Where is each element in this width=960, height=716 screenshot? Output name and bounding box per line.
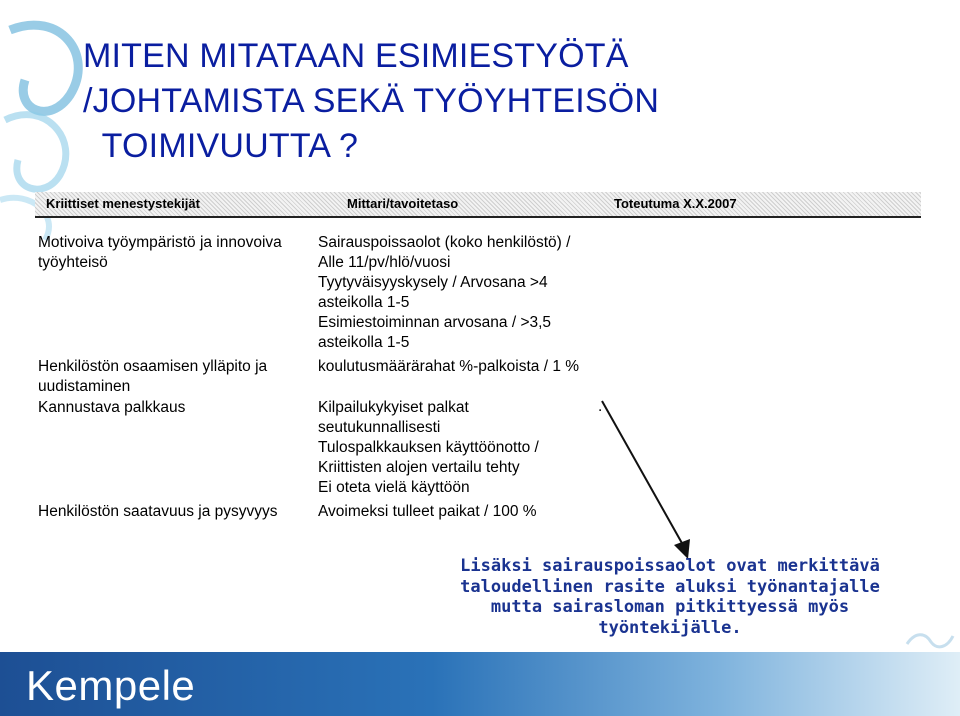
row-metric (318, 357, 579, 377)
metric-line: Ei oteta vielä käyttöön (318, 479, 470, 496)
criteria-line: Motivoiva työympäristö ja innovoiva (38, 234, 282, 251)
criteria-line: Kannustava palkkaus (38, 399, 186, 416)
title-line: /JOHTAMISTA SEKÄ TYÖYHTEISÖN (83, 82, 660, 120)
criteria-line: uudistaminen (38, 378, 131, 395)
criteria-line: Henkilöstön saatavuus ja pysyvyys (38, 503, 278, 520)
metric-line: asteikolla 1-5 (318, 334, 410, 351)
metric-line: Tulospalkkauksen käyttöönotto / (318, 439, 539, 456)
kempele-logo: Kempele (26, 662, 196, 709)
criteria-line: Henkilöstön osaamisen ylläpito ja (38, 358, 268, 375)
title-line: MITEN MITATAAN ESIMIESTYÖTÄ (83, 37, 629, 75)
note-line: taloudellinen rasite aluksi työnantajalle (460, 576, 880, 597)
note-text (445, 556, 895, 638)
note-line: mutta sairasloman pitkittyessä myös (490, 597, 850, 617)
status-value: . (598, 398, 603, 415)
metric-line: Alle 11/pv/hlö/vuosi (318, 254, 451, 271)
pointer-arrow-icon (570, 395, 700, 565)
metric-line: Avoimeksi tulleet paikat / 100 % (318, 503, 537, 520)
row-criteria (38, 357, 267, 397)
note-line: työntekijälle. (598, 617, 742, 638)
criteria-line: työyhteisö (38, 254, 108, 271)
row-criteria (38, 233, 282, 273)
metric-line: Tyytyväisyyskysely / Arvosana >4 (318, 274, 548, 291)
metric-line: Esimiestoiminnan arvosana / >3,5 (318, 314, 552, 331)
metric-line: Kilpailukykyiset palkat (318, 399, 469, 416)
row-criteria (38, 398, 185, 418)
header-criteria: Kriittiset menestystekijät (46, 196, 200, 211)
note-line: Lisäksi sairauspoissaolot ovat merkittävä (460, 556, 880, 576)
row-metric (318, 502, 537, 522)
row-metric (318, 233, 570, 353)
title-line: TOIMIVUUTTA ? (83, 127, 359, 165)
metric-line: seutukunnallisesti (318, 419, 441, 436)
header-metric: Mittari/tavoitetaso (347, 196, 459, 211)
slide-title (83, 34, 823, 169)
decorative-wave-icon (905, 628, 955, 650)
row-criteria (38, 502, 278, 522)
metric-line: Sairauspoissaolot (koko henkilöstö) / (318, 234, 571, 251)
row-metric (318, 398, 539, 498)
metric-line: asteikolla 1-5 (318, 294, 410, 311)
metric-line: koulutusmäärärahat %-palkoista / 1 % (318, 358, 580, 375)
metric-line: Kriittisten alojen vertailu tehty (318, 459, 520, 476)
header-status: Toteutuma X.X.2007 (614, 196, 737, 211)
